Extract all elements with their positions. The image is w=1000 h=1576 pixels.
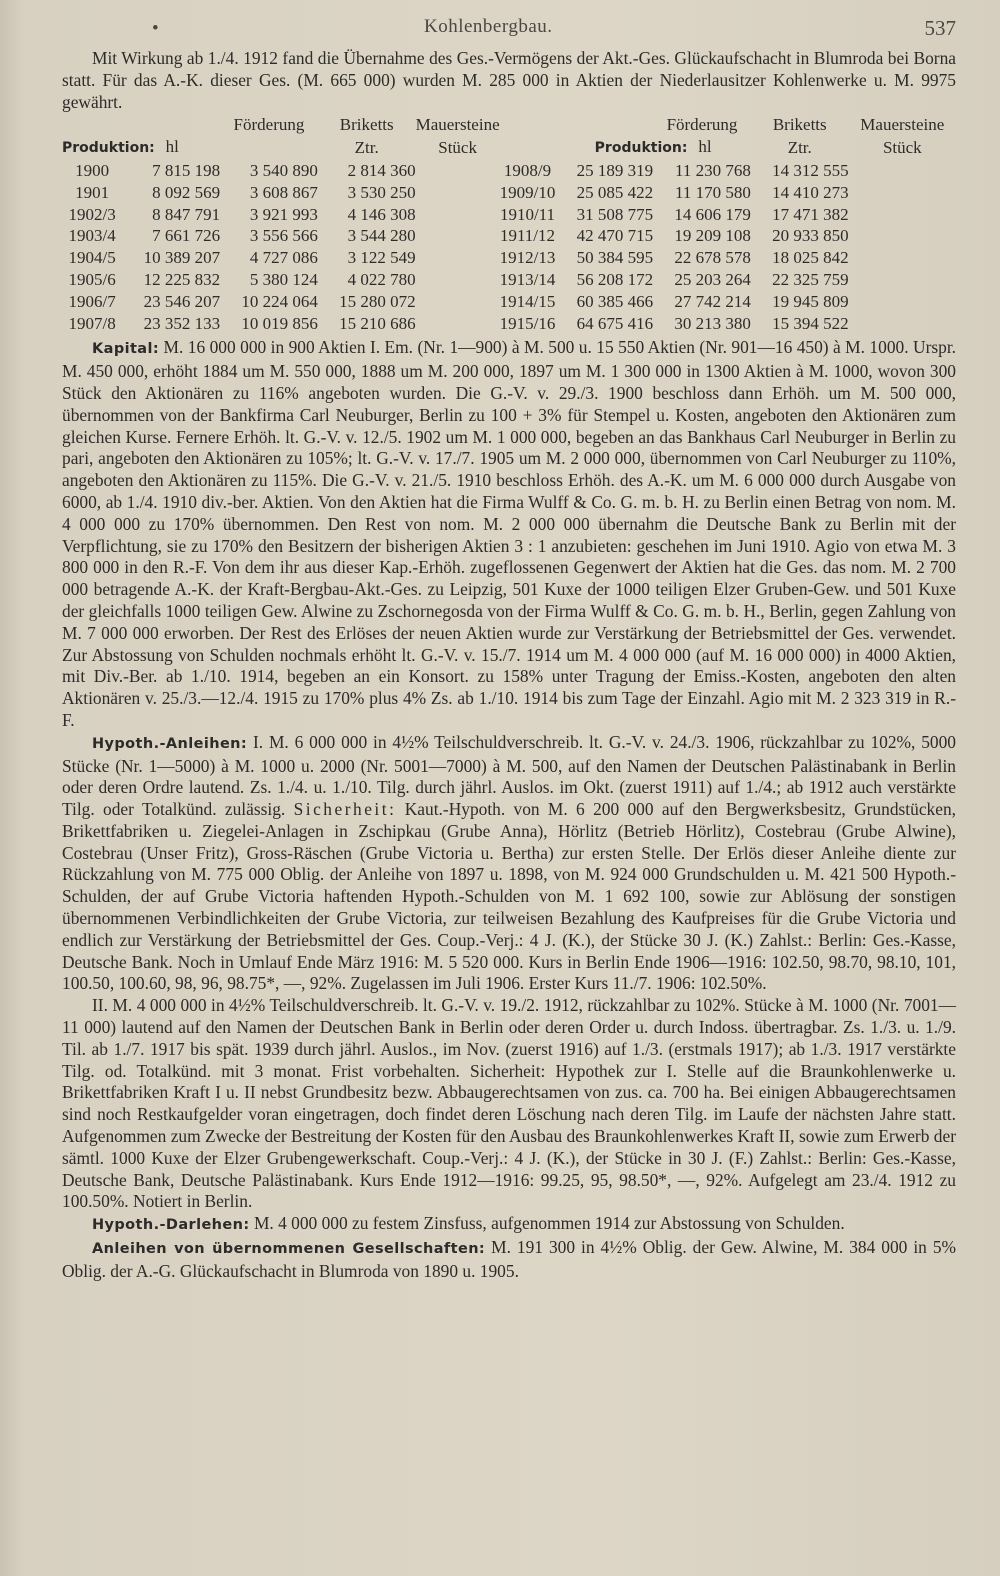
value-cell: 23 352 133 bbox=[143, 313, 221, 333]
value-cell: 14 606 179 bbox=[674, 204, 751, 224]
production-unit-row bbox=[62, 136, 956, 160]
value-cell: 10 389 207 bbox=[143, 248, 221, 268]
value-cell: 3 544 280 bbox=[347, 226, 416, 246]
unit: hl bbox=[698, 137, 712, 157]
hypoth-anleihen-label: Hypoth.-Anleihen: bbox=[92, 735, 248, 752]
kapital-label: Kapital: bbox=[92, 341, 160, 358]
year-cell: 1911/12 bbox=[499, 226, 556, 246]
anleihen-uebernommen-paragraph bbox=[62, 1237, 956, 1283]
value-cell: 4 022 780 bbox=[347, 269, 416, 289]
page-number: 537 bbox=[924, 16, 956, 40]
hypoth-anleihen-paragraph bbox=[62, 732, 956, 996]
table-row bbox=[62, 160, 956, 182]
anleihen-uebernommen-text: M. 191 300 in 4½% Oblig. der Gew. Alwine, M. 384 000 in 5% Oblig. der A.-G. Glückaufschacht in Blumroda von 1890 u. 1905. bbox=[62, 1237, 956, 1281]
value-cell: 3 530 250 bbox=[347, 182, 416, 202]
value-cell: 19 209 108 bbox=[674, 226, 751, 246]
production-label bbox=[62, 136, 220, 160]
unit: Ztr. bbox=[354, 138, 379, 158]
value-cell: 14 410 273 bbox=[772, 182, 849, 202]
table-row bbox=[62, 313, 956, 335]
value-cell: 30 213 380 bbox=[674, 313, 751, 333]
value-cell: 11 170 580 bbox=[674, 182, 751, 202]
year-cell: 1905/6 bbox=[68, 269, 116, 289]
unit: Stück bbox=[882, 138, 922, 158]
col-header: Briketts bbox=[772, 115, 827, 135]
year-cell: 1906/7 bbox=[68, 291, 116, 311]
value-cell: 3 921 993 bbox=[249, 204, 318, 224]
production-column-headers bbox=[62, 114, 956, 136]
value-cell: 10 019 856 bbox=[241, 313, 318, 333]
anleihen-uebernommen-label: Anleihen von übernommenen Gesellschaften: bbox=[92, 1241, 486, 1258]
value-cell: 20 933 850 bbox=[772, 226, 849, 246]
unit: hl bbox=[165, 137, 179, 157]
value-cell: 27 742 214 bbox=[674, 291, 751, 311]
production-rows bbox=[62, 160, 956, 334]
sicherheit-label: Sicherheit: bbox=[293, 799, 397, 820]
value-cell: 4 727 086 bbox=[249, 248, 318, 268]
production-table bbox=[62, 114, 956, 334]
value-cell: 60 385 466 bbox=[576, 291, 654, 311]
col-header: Mauersteine bbox=[415, 115, 500, 135]
table-row bbox=[62, 182, 956, 204]
hypoth-anleihen-text: I. M. 6 000 000 in 4½% Teilschuldverschreib. lt. G.-V. v. 24./3. 1906, rückzahlbar zu 102%, 5000 Stücke (Nr. 1—5000) à M. 1000 u. 2000 (Nr. 5001—7000) à M. 500, auf den Namen der Deutschen Palästinabank in Berlin oder deren Ordre lautend. Zs. 1./4. u. 1./10. Tilg. durch jährl. Auslos. im Okt. (zuerst 1911) auf 1./4.; ab 1912 auch verstärkte Tilg. oder Totalkünd. zulässig. bbox=[62, 731, 956, 820]
unit bbox=[220, 136, 318, 160]
value-cell: 3 540 890 bbox=[249, 160, 318, 180]
value-cell: 4 146 308 bbox=[347, 204, 416, 224]
year-cell: 1907/8 bbox=[68, 313, 116, 333]
col-header: Förderung bbox=[666, 115, 738, 135]
value-cell: 18 025 842 bbox=[772, 248, 849, 268]
value-cell: 8 092 569 bbox=[152, 182, 221, 202]
value-cell: 7 661 726 bbox=[152, 226, 221, 246]
table-row bbox=[62, 269, 956, 291]
value-cell: 25 085 422 bbox=[576, 182, 654, 202]
production-label-text: Produktion: bbox=[62, 140, 155, 157]
value-cell: 15 210 686 bbox=[339, 313, 416, 333]
hypoth-darlehen-text: M. 4 000 000 zu festem Zinsfuss, aufgenommen 1914 zur Abstossung von Schulden. bbox=[253, 1213, 845, 1234]
value-cell: 22 678 578 bbox=[674, 248, 751, 268]
value-cell: 25 203 264 bbox=[674, 269, 751, 289]
year-cell: 1900 bbox=[75, 160, 110, 180]
value-cell: 14 312 555 bbox=[772, 160, 849, 180]
year-cell: 1910/11 bbox=[499, 204, 556, 224]
kapital-text: M. 16 000 000 in 900 Aktien I. Em. (Nr. 1—900) à M. 500 u. 15 550 Aktien (Nr. 901—16 450) à M. 1000. Urspr. M. 450 000, erhöht 1884 um M. 550 000, 1888 um M. 200 000, 1897 um M. 1 300 000 in 1300 Aktien à M. 1000, wovon 300 Stück den Aktionären zu 116% angeboten wurden. Die G.-V. v. 29./3. 1900 beschloss dann Erhöh. um M. 500 000, übernommen von der Bankfirma Carl Neuburger, Berlin zu 100 + 3% für Stempel u. Kosten, angeboten den Aktionären zum gleichen Kurse. Fernere Erhöh. lt. G.-V. v. 12./5. 1902 um M. 1 000 000, begeben an das Bankhaus Carl Neuburger in Berlin zu pari, angeboten den Aktionären zu 105%; lt. G.-V. v. 17./7. 1905 um M. 2 000 000, übernommen von Carl Neuburger zu 110%, angeboten den Aktionären zu 115%. Die G.-V. v. 21./5. 1910 beschloss Erhöh. des A.-K. um M. 6 000 000 durch Ausgabe von 6000, ab 1./4. 1910 div.-ber. Aktien. Von den Aktien hat die Firma Wulff & Co. G. m. b. H. zu Berlin einen Betrag von nom. M. 4 000 000 zu 170% übernommen. Den Rest von nom. M. 2 000 000 übernahm die Deutsche Bank zu Berlin mit der Verpflichtung, sie zu 170% den Besitzern der bisherigen Aktien 3 : 1 anzubieten: geschehen im Juni 1910. Agio von etwa M. 3 800 000 in den R.-F. Von dem ihr aus dieser Kap.-Erhöh. zugeflossenen Gegenwert der Aktien hat die Ges. das nom. M. 2 700 000 betragende A.-K. der Kraft-Bergbau-Akt.-Ges. zu Leipzig, 501 Kuxe der 1000 teiligen Elzer Gruben-Gew. und 501 Kuxe der gleichfalls 1000 teiligen Gew. Alwine zu Zschornegosda von der Firma Wulff & Co. G. m. b. H., Berlin, gegen Zahlung von M. 7 000 000 erworben. Der Rest des Erlöses der neuen Aktien wurde zur Verstärkung der Betriebsmittel der Ges. verwendet. Zur Abstossung von Schulden nochmals erhöht lt. G.-V. v. 15./7. 1914 um M. 4 000 000 (auf M. 16 000 000) in 4000 Aktien, mit Div.-Ber. ab 1./10. 1914, begeben an ein Konsort. zu 158% unter Tragung der Emiss.-Kosten, angeboten den alten Aktionären v. 25./3.—12./4. 1915 zu 170% plus 4% Zs. ab 1./10. 1914 bis zum Tage der Einzahl. Agio mit M. 2 323 319 in R.-F. bbox=[62, 337, 956, 730]
value-cell: 3 556 566 bbox=[249, 226, 318, 246]
table-row bbox=[62, 204, 956, 226]
value-cell: 11 230 768 bbox=[674, 160, 751, 180]
value-cell: 23 546 207 bbox=[143, 291, 221, 311]
value-cell: 15 280 072 bbox=[339, 291, 416, 311]
value-cell: 19 945 809 bbox=[772, 291, 849, 311]
table-row bbox=[62, 247, 956, 269]
kapital-paragraph bbox=[62, 337, 956, 731]
value-cell: 15 394 522 bbox=[772, 313, 849, 333]
value-cell: 3 122 549 bbox=[347, 248, 416, 268]
value-cell: 22 325 759 bbox=[772, 269, 849, 289]
anleihe-ii-paragraph: II. M. 4 000 000 in 4½% Teilschuldverschreib. lt. G.-V. v. 19./2. 1912, rückzahlbar zu 102%. Stücke à M. 1000 (Nr. 7001—11 000) lautend auf den Namen der Deutschen Bank in Berlin oder deren Order u. durch Indoss. übertragbar. Zs. 1./3. u. 1./9. Til. ab 1./7. 1917 bis spät. 1939 durch jährl. Auslos., im Nov. (zuerst 1916) auf 1./3. (erstmals 1917); ab 1./3. 1917 verstärkte Tilg. od. Totalkünd. mit 3 monat. Frist vorbehalten. Sicherheit: Hypothek zur I. Stelle auf die Braunkohlenwerke u. Brikettfabriken Kraft I u. II nebst Grundbesitz bezw. Abbaugerechtsamen von zus. ca. 700 ha. Bei einigen Abbaugerechtsamen sind noch Restkaufgelder voran eingetragen, doch findet deren Löschung nach deren Tilg. im Laufe der nächsten Jahre statt. Aufgenommen zum Zwecke der Bestreitung der Kosten für den Ausbau des Braunkohlenwerkes Kraft II, sowie zum Erwerb der sämtl. 1000 Kuxe der Elzer Grubengewerkschaft. Coup.-Verj.: 4 J. (K.), der Stücke in 30 J. (F.) Zahlst.: Berlin: Ges.-Kasse, Deutsche Bank, Deutsche Palästinabank. Kurs Ende 1912—1916: 99.25, 95, 98.50*, —, 92%. Aufgelegt am 23./4. 1912 zu 100.50%. Notiert in Berlin. bbox=[62, 995, 956, 1212]
production-label-text: Produktion: bbox=[594, 140, 688, 157]
hypoth-anleihen-text-2: Kaut.-Hypoth. von M. 6 200 000 auf den Bergwerksbesitz, Grundstücken, Brikettfabriken u. Ziegelei-Anlagen in Zschipkau (Grube Anna), Hörlitz (Betrieb Hörlitz), Costebrau (Grube Alwine), Costebrau (Unser Fritz), Gross-Räschen (Grube Victoria u. Bertha) zur ersten Stelle. Der Erlös dieser Anleihe diente zur Rückzahlung von M. 775 000 Oblig. der Anleihe von 1897 u. 1898, von M. 924 000 Grundschulden u. M. 421 500 Hypoth.-Schulden, der auf Grube Victoria haftenden Hypoth.-Schulden von M. 1 692 100, sowie zur Ablösung der sonstigen übernommenen Verbindlichkeiten der Grube Victoria, zur teilweisen Bezahlung des Kaufpreises für die Grube Victoria und endlich zur Verstärkung der Betriebsmittel der Ges. Coup.-Verj.: 4 J. (K.), der Stücke 30 J. (K.) Zahlst.: Berlin: Ges.-Kasse, Deutsche Bank. Noch in Umlauf Ende März 1916: M. 5 520 000. Kurs in Berlin Ende 1906—1916: 102.50, 98.70, 98.10, 101, 100.50, 100.60, 98, 96, 98.75*, —, 92%. Zugelassen im Juli 1906. Erster Kurs 11./7. 1906: 102.50%. bbox=[62, 799, 956, 994]
table-row bbox=[62, 225, 956, 247]
year-cell: 1908/9 bbox=[503, 160, 552, 180]
value-cell: 56 208 172 bbox=[576, 269, 654, 289]
running-title: Kohlenbergbau. bbox=[424, 16, 553, 37]
value-cell: 12 225 832 bbox=[143, 269, 221, 289]
year-cell: 1913/14 bbox=[499, 269, 556, 289]
value-cell: 5 380 124 bbox=[249, 269, 318, 289]
value-cell: 7 815 198 bbox=[152, 160, 221, 180]
year-cell: 1912/13 bbox=[499, 248, 556, 268]
table-row bbox=[62, 291, 956, 313]
value-cell: 50 384 595 bbox=[576, 248, 654, 268]
year-cell: 1915/16 bbox=[499, 313, 556, 333]
unit: Ztr. bbox=[787, 138, 812, 158]
value-cell: 8 847 791 bbox=[152, 204, 221, 224]
value-cell: 10 224 064 bbox=[241, 291, 318, 311]
value-cell: 64 675 416 bbox=[576, 313, 654, 333]
unit: Stück bbox=[438, 138, 477, 158]
value-cell: 31 508 775 bbox=[576, 204, 654, 224]
col-header: Förderung bbox=[233, 115, 305, 135]
hypoth-darlehen-paragraph bbox=[62, 1213, 956, 1237]
value-cell: 3 608 867 bbox=[249, 182, 318, 202]
year-cell: 1903/4 bbox=[68, 226, 116, 246]
value-cell: 25 189 319 bbox=[576, 160, 654, 180]
year-cell: 1901 bbox=[75, 182, 110, 202]
hypoth-darlehen-label: Hypoth.-Darlehen: bbox=[92, 1217, 250, 1234]
col-header: Briketts bbox=[339, 115, 394, 135]
value-cell: 42 470 715 bbox=[576, 226, 654, 246]
page-header bbox=[62, 8, 956, 48]
header-dot: • bbox=[152, 18, 159, 39]
intro-paragraph: Mit Wirkung ab 1./4. 1912 fand die Übernahme des Ges.-Vermögens der Akt.-Ges. Glückaufschacht in Blumroda bei Borna statt. Für das A.-K. dieser Ges. (M. 665 000) wurden M. 285 000 in Aktien der Niederlausitzer Kohlenwerke u. M. 9975 gewährt. bbox=[62, 48, 956, 112]
year-cell: 1909/10 bbox=[499, 182, 556, 202]
production-label bbox=[555, 136, 751, 160]
year-cell: 1904/5 bbox=[68, 248, 116, 268]
year-cell: 1902/3 bbox=[68, 204, 116, 224]
col-header: Mauersteine bbox=[860, 115, 945, 135]
year-cell: 1914/15 bbox=[499, 291, 556, 311]
value-cell: 2 814 360 bbox=[347, 160, 416, 180]
value-cell: 17 471 382 bbox=[772, 204, 849, 224]
